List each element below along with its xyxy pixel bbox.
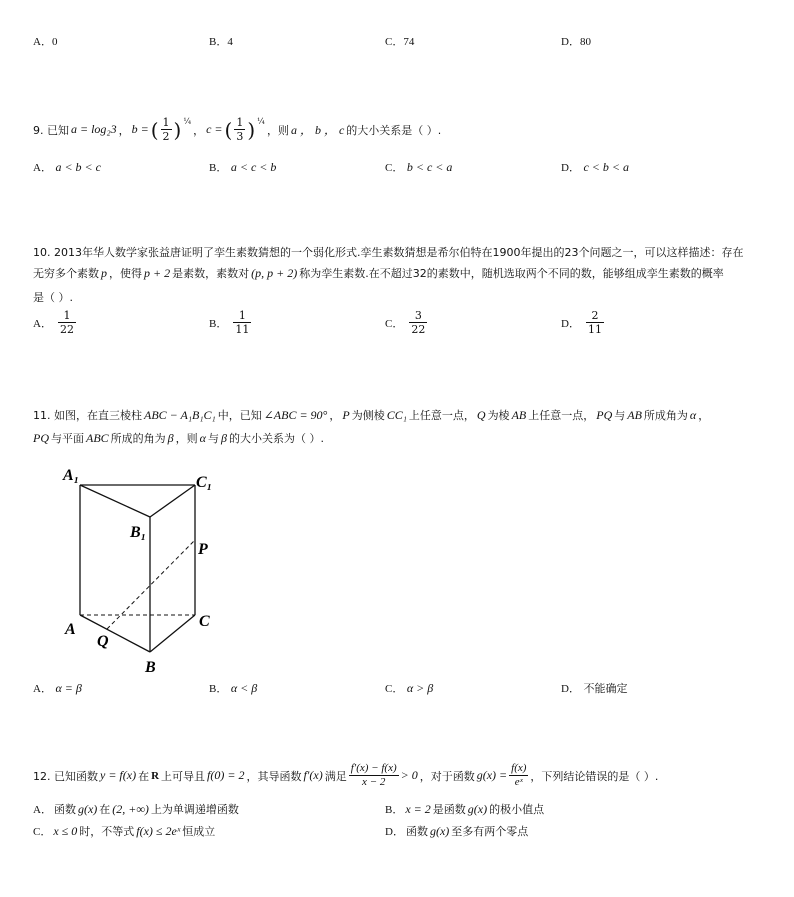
q12-fpx: f′(x) — [303, 768, 323, 782]
q9-suffix-pre: ，则 — [266, 123, 289, 137]
q9-abc: a ， b ， c — [290, 123, 345, 137]
q11-prism-figure — [55, 460, 235, 680]
q9-b-num: 1 — [162, 116, 170, 129]
q9-sep1: ， — [118, 123, 130, 137]
q9-option-d: D． c < b < a — [561, 160, 629, 174]
q11-line2-c: ，则 — [175, 432, 198, 445]
segment-pq — [107, 540, 195, 629]
q10-line2-c: 是素数，素数对 — [172, 267, 250, 280]
q12-gt: > 0 — [400, 768, 418, 782]
q10-option-d: D． $\frac{2}{11}$ — [561, 309, 602, 336]
q11-line1-a: 11. 如图，在直三棱柱 — [33, 409, 142, 422]
q10-option-c: C． $\frac{3}{22}$ — [385, 309, 426, 336]
q11-line1-h: 与 — [614, 409, 626, 422]
q10-line2-a: 无穷多个素数 — [33, 267, 99, 280]
label-p: P — [198, 541, 208, 558]
q12-frac-num: f′(x) − f(x) — [350, 762, 397, 774]
q9-prefix: 9. 已知 — [33, 123, 69, 137]
label-q: Q — [97, 633, 109, 650]
q9-suffix: 的大小关系是（ ）. — [346, 123, 442, 137]
q12-g: ，下列结论错误的是（ ）. — [530, 769, 659, 783]
q9-option-a: A． a < b < c — [33, 160, 101, 174]
edge-bc — [150, 615, 195, 652]
q11-line1-e: 上任意一点， — [408, 409, 475, 422]
q12-R: R — [151, 769, 160, 782]
q10-line2-d: 称为孪生素数.在不超过32的素数中，随机选取两个不同的数，能够组成孪生素数的概率 — [299, 267, 724, 280]
q11-line1-c: ， — [329, 409, 341, 422]
q9-b-rparen: ) — [173, 117, 182, 142]
q9-b-fraction — [161, 116, 172, 143]
q11-line2 — [33, 430, 324, 446]
q11-line2-alpha: α — [199, 430, 206, 445]
edge-b1c1 — [150, 485, 195, 517]
q11-P: P — [342, 407, 350, 422]
q12-fx: y = f(x) — [100, 768, 137, 782]
q9-option-b: B． a < c < b — [209, 160, 277, 174]
q11-line2-beta2: β — [220, 430, 227, 445]
q11-prism: ABC − A₁B₁C₁ — [144, 407, 216, 422]
q9-c-den: 3 — [236, 130, 244, 143]
q10-line2 — [33, 265, 724, 281]
edge-a1b1 — [80, 485, 150, 517]
q11-line1-b: 中，已知 — [217, 409, 262, 422]
q12-option-c: C． x ≤ 0 时，不等式 f(x) ≤ 2eˣ 恒成立 — [33, 823, 216, 838]
q12-stem — [33, 762, 658, 789]
q11-line1-i: 所成角为 — [643, 409, 688, 422]
q9-c-lparen: ( — [224, 117, 233, 142]
q11-line1-j: ， — [698, 409, 710, 422]
q11-ab2: AB — [627, 407, 642, 422]
q12-condition-fraction — [349, 762, 399, 789]
q12-d: ，其导函数 — [246, 769, 302, 783]
q11-line1-g: 上任意一点， — [528, 409, 595, 422]
label-a1: A₁ — [63, 467, 80, 484]
q11-alpha: α — [689, 407, 697, 422]
q12-a: 12. 已知函数 — [33, 769, 98, 783]
label-a: A — [65, 621, 76, 638]
q10-line2-pair: (p, p + 2) — [251, 265, 298, 280]
q9-b-den: 2 — [162, 130, 170, 143]
q11-line2-d: 与 — [207, 432, 219, 445]
q10-line2-p: p — [101, 265, 107, 280]
q9-stem — [33, 116, 441, 143]
q11-line2-pq: PQ — [33, 430, 49, 445]
q10-line1: 10. 2013年华人数学家张益唐证明了孪生素数猜想的一个弱化形式.孪生素数猜想是希尔伯特在1900年提出的23个问题之一，可以这样描述：存在 — [33, 246, 744, 259]
q12-f0: f(0) = 2 — [207, 768, 245, 782]
q9-sep2: ， — [193, 123, 205, 137]
q12-option-d: D． 函数 g(x) 至多有两个零点 — [385, 823, 529, 838]
q12-option-a: A． 函数 g(x) 在 (2, +∞) 上为单调递增函数 — [33, 801, 239, 816]
q9-c-num: 1 — [236, 116, 244, 129]
label-b: B — [145, 659, 156, 676]
q12-e: 满足 — [324, 769, 347, 783]
q9-c-label: c = — [206, 122, 223, 136]
label-b1: B₁ — [130, 524, 147, 541]
q8-option-c: C．74 — [385, 36, 415, 48]
q11-pq: PQ — [596, 407, 613, 422]
q12-f: ，对于函数 — [419, 769, 475, 783]
q11-ab: AB — [511, 407, 527, 422]
q11-cc: CC₁ — [386, 407, 407, 422]
q9-expr-a: a = log₂3 — [71, 122, 117, 136]
q12-c: 上可导且 — [161, 769, 206, 783]
q10-line2-b: ，使得 — [109, 267, 142, 280]
q11-line1-d: 为侧棱 — [351, 409, 385, 422]
q9-b-exp: ¼ — [183, 117, 192, 126]
q11-line1-f: 为棱 — [487, 409, 510, 422]
q12-g-num: f(x) — [511, 762, 527, 774]
q11-line1 — [33, 407, 709, 423]
label-c1: C₁ — [196, 474, 213, 491]
q10-line3: 是（ ）. — [33, 291, 73, 304]
q11-angle: ∠ABC = 90° — [263, 407, 328, 422]
q9-option-c: C． b < c < a — [385, 160, 453, 174]
q11-option-a: A． α = β — [33, 681, 82, 695]
q9-b-label: b = — [131, 122, 149, 136]
q12-b: 在 — [138, 769, 150, 783]
q11-line2-abc: ABC — [86, 430, 109, 445]
edge-ab — [80, 615, 150, 652]
q12-option-b: B． x = 2 是函数 g(x) 的极小值点 — [385, 801, 545, 816]
q11-line2-beta: β — [167, 430, 174, 445]
q8-option-a: A．0 — [33, 36, 58, 48]
q11-Q: Q — [476, 407, 486, 422]
q12-g-den: eˣ — [514, 776, 523, 788]
label-c: C — [199, 613, 210, 630]
q9-b-lparen: ( — [150, 117, 159, 142]
q9-c-rparen: ) — [247, 117, 256, 142]
q11-line2-e: 的大小关系为（ ）. — [228, 432, 324, 445]
q10-option-b: B． $\frac{1}{11}$ — [209, 309, 250, 336]
q11-line2-b: 所成的角为 — [110, 432, 166, 445]
q12-g-fraction — [509, 762, 528, 789]
q11-line2-a: 与平面 — [51, 432, 84, 445]
q10-option-a: A． $\frac{1}{22}$ — [33, 309, 74, 336]
q12-gx: g(x) = — [476, 768, 508, 782]
q9-c-exp: ¼ — [257, 117, 265, 126]
q12-frac-den: x − 2 — [362, 776, 386, 788]
q11-option-d: D． 不能确定 — [561, 682, 628, 695]
q11-option-c: C． α > β — [385, 681, 434, 695]
q10-line2-p2: p + 2 — [144, 265, 171, 280]
q8-option-b: B．4 — [209, 36, 233, 48]
q11-option-b: B． α < β — [209, 681, 258, 695]
q9-c-fraction — [234, 116, 245, 143]
q8-option-d: D．80 — [561, 36, 591, 48]
